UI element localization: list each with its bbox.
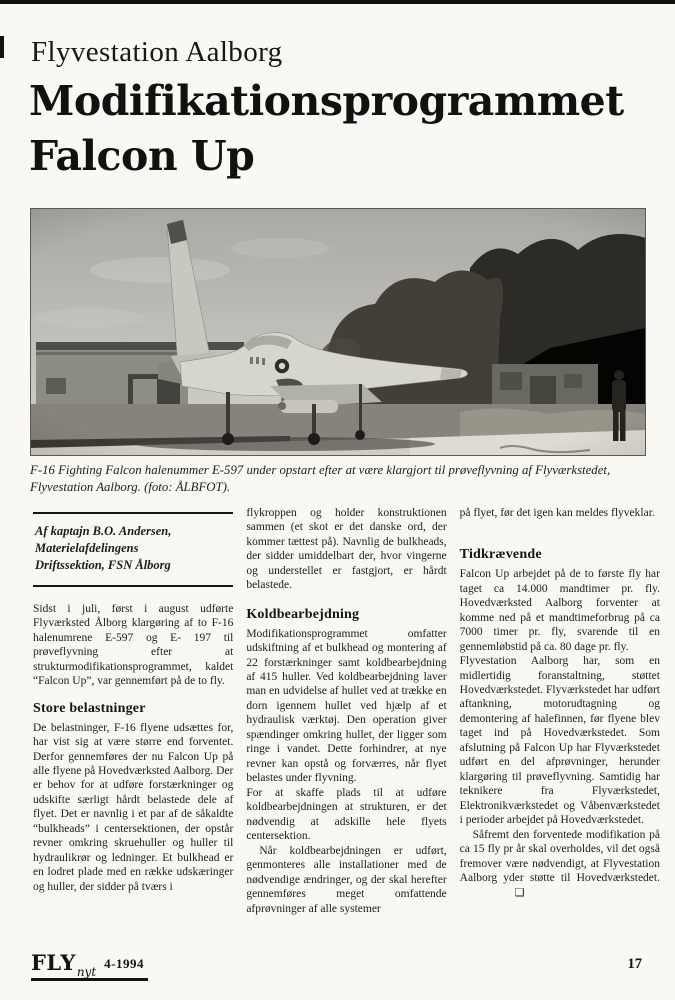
byline-line1: Af kaptajn B.O. Andersen, [35, 524, 172, 538]
byline-box [33, 512, 233, 587]
article-photo [30, 208, 646, 456]
article-kicker: Flyvestation Aalborg [31, 36, 283, 68]
paragraph: på flyet, før det igen kan meldes flyveklar. [459, 507, 655, 519]
magazine-logo [31, 950, 148, 981]
photo-caption: F-16 Fighting Falcon halenummer E-597 under opstart efter at være klargjort til prøveflyvning af Flyværkstedet, Flyvestation Aalborg. (foto: ÅLBFOT). [30, 463, 611, 494]
paragraph: flykroppen og holder konstruktionen sammen (et skot er det danske ord, der kommer tættest på). Navnlig de bulkheads, der sidder umiddelbart der, hvor vingerne og understellet er fastgjort, er hårdt belastede. [246, 507, 447, 592]
paragraph: De belastninger, F-16 flyene udsættes for, har vist sig at være større end forventet. Derfor gennemføres der nu Falcon Up på alle flyene på Hovedværksted Aalborg. Der er behov for at udføre forstærkninger og udskifte særligt hårdt belastede dele af flyet. Det er navnlig i et par af de såkaldte “bulkheads” i centersektionen, der opstår revner omkring skruehuller og huller til hydraulikrør og ledninger. Et bulkhead er en lodret plade med en række udskæringer og huller, der sidder på tværs i [33, 721, 234, 893]
paragraph-intro: Sidst i juli, først i august udførte Flyværksted Ålborg klargøring af to F-16 halenumrene E-597 og E- 197 til prøveflyvning efter at strukturmodifikationsprogrammet, kaldet “Falcon Up”, var gennemført på de to fly. [33, 603, 234, 688]
column-right [460, 506, 660, 956]
paragraph-text: Såfremt den forventede modifikation på ca 15 fly pr år skal overholdes, vil det også fremover være nødvendigt, at Flyvestation Aalborg yder støtte til Hovedværkstedet. [459, 828, 660, 885]
heading-koldbearbejdning: Koldbearbejdning [246, 606, 360, 622]
article-title-line2: Falcon Up [29, 131, 255, 180]
logo-fly-text: FLY [31, 950, 76, 975]
end-of-article-marker: ❑ [514, 886, 525, 899]
heading-tidkraevende: Tidkrævende [459, 547, 542, 563]
logo-nyt-text: nyt [76, 965, 97, 979]
column-left [33, 506, 233, 956]
column-middle [246, 506, 446, 956]
paragraph: Falcon Up arbejdet på de to første fly har taget ca 14.000 mandtimer pr. fly. Hovedværksted Aalborg forventer at komme ned på et mandtimeforbrug på ca 7000 timer pr. fly, svarende til en gennemløbstid på ca. 80 dage pr. fly. [459, 568, 660, 653]
scan-edge-mark [0, 36, 4, 58]
byline-line3: Driftssektion, FSN Ålborg [35, 558, 171, 572]
heading-store-belastninger: Store belastninger [33, 700, 146, 716]
top-rule [0, 0, 675, 4]
byline-line2: Materielafdelingens [35, 541, 139, 555]
paragraph: Flyvestation Aalborg har, som en midlertidig foranstaltning, støttet Hovedværkstedet. Flyværkstedet har udført aftankning, motorudtagning og demontering af halefinnen, før flyene blev taget ind på Hovedværkstedet. Som afslutning på Falcon Up har Flyværkstedet udført en del afprøvninger, herunder klargøring til prøveflyvning. Samtidig har teknikere fra Flyværkstedet, Elektronikværkstedet og Våbenværkstedet i perioder arbejdet på Hovedværkstedet. [459, 655, 660, 827]
paragraph: Når koldbearbejdningen er udført, genmonteres alle installationer med de nødvendige ændringer, og der skal herefter gennemføres meget omfattende afprøvninger af alle systemer [246, 844, 447, 915]
article-body [33, 506, 660, 956]
issue-number: 4-1994 [104, 956, 145, 971]
paragraph-last [460, 828, 660, 901]
paragraph: For at skaffe plads til at udføre koldbearbejdningen at strukturen, er det nødvendig at adskille hele flyets centersektion. [246, 786, 447, 843]
page-number: 17 [627, 956, 642, 972]
article-title-line1: Modifikationsprogrammet [29, 77, 624, 125]
paragraph: Modifikationsprogrammet omfatter udskiftning af et bulkhead og montering af 22 forstærkninger samt koldbearbejdning af 415 huller. Ved koldbearbejdning laver man en udvidelse af hullet ved at trække en dorn igennem hullet ved hjælp af et hydraulisk værktøj. Den operation giver spændinger omkring hullet, der ligger som ringe i vandet. Dette forhindrer, at nye revner kan opstå og forværres, når flyet belastes under flyvning. [246, 627, 447, 785]
article-title [29, 74, 624, 183]
